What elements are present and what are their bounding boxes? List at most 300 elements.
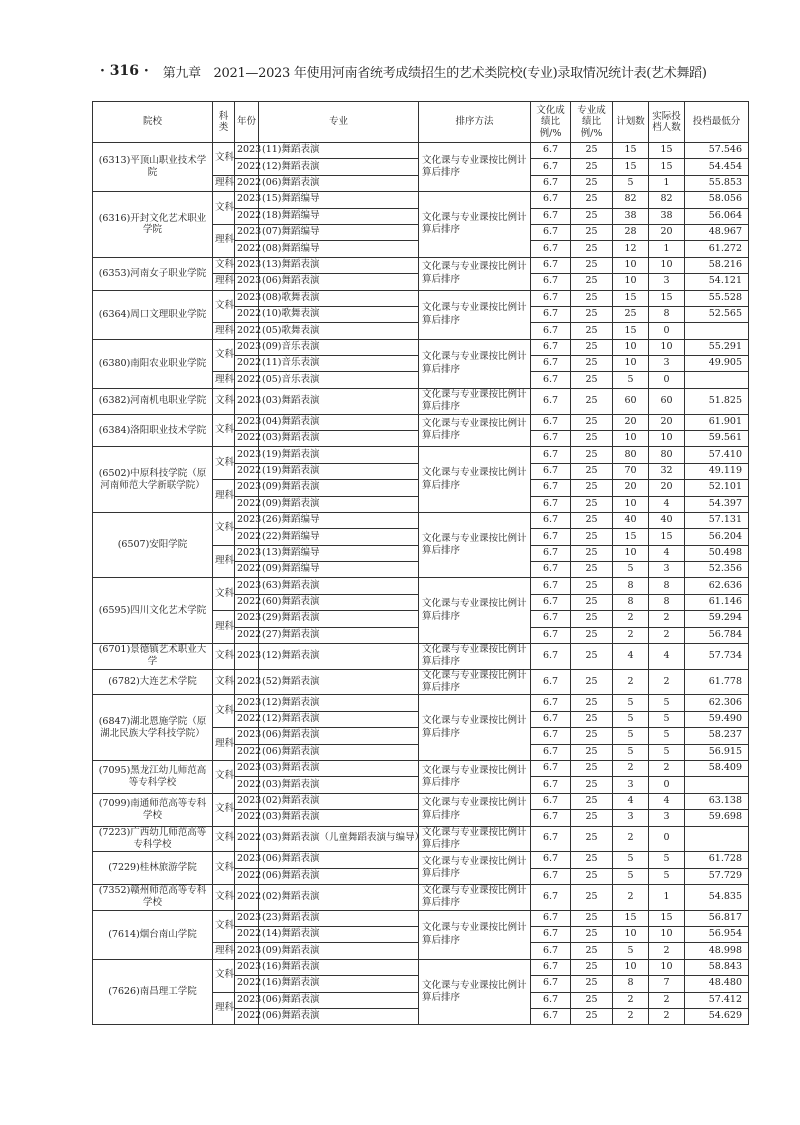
enrolled-cell: 10 (649, 927, 685, 943)
major-cell: (12)舞蹈表演 (259, 711, 419, 727)
enrolled-cell: 38 (649, 208, 685, 224)
culture-ratio-cell: 6.7 (531, 496, 571, 512)
enrolled-cell: 1 (649, 175, 685, 191)
min-score-cell: 57.131 (685, 512, 749, 528)
school-name: (7095)黑龙江幼儿师范高等专科学校 (93, 760, 213, 793)
plan-cell: 2 (613, 611, 649, 627)
major-cell: (13)舞蹈表演 (259, 257, 419, 273)
culture-ratio-cell: 6.7 (531, 241, 571, 257)
method-cell: 文化课与专业课按比例计算后排序 (419, 578, 531, 644)
plan-cell: 20 (613, 480, 649, 496)
plan-cell: 2 (613, 627, 649, 643)
plan-cell: 10 (613, 339, 649, 355)
enrolled-cell: 8 (649, 594, 685, 610)
plan-cell: 5 (613, 852, 649, 868)
pro-ratio-cell: 25 (571, 826, 613, 852)
category-cell: 理科 (213, 224, 235, 257)
min-score-cell: 50.498 (685, 545, 749, 561)
enrolled-cell: 60 (649, 388, 685, 414)
culture-ratio-cell: 6.7 (531, 414, 571, 430)
category-cell: 理科 (213, 323, 235, 339)
plan-cell: 2 (613, 992, 649, 1008)
pro-ratio-cell: 25 (571, 777, 613, 793)
pro-ratio-cell: 25 (571, 388, 613, 414)
culture-ratio-cell: 6.7 (531, 627, 571, 643)
pro-ratio-cell: 25 (571, 760, 613, 776)
pro-ratio-cell: 25 (571, 257, 613, 273)
enrolled-cell: 8 (649, 306, 685, 322)
major-cell: (23)舞蹈表演 (259, 910, 419, 926)
year-cell: 2023 (235, 669, 259, 695)
major-cell: (05)歌舞表演 (259, 323, 419, 339)
pro-ratio-cell: 25 (571, 868, 613, 884)
major-cell: (16)舞蹈表演 (259, 976, 419, 992)
table-row (93, 339, 749, 355)
plan-cell: 40 (613, 512, 649, 528)
year-cell: 2023 (235, 339, 259, 355)
major-cell: (63)舞蹈表演 (259, 578, 419, 594)
category-cell: 文科 (213, 852, 235, 885)
enrolled-cell: 40 (649, 512, 685, 528)
year-cell: 2022 (235, 323, 259, 339)
plan-cell: 80 (613, 447, 649, 463)
table-row (93, 447, 749, 463)
min-score-cell: 62.636 (685, 578, 749, 594)
method-cell: 文化课与专业课按比例计算后排序 (419, 414, 531, 447)
year-cell: 2023 (235, 414, 259, 430)
category-cell: 理科 (213, 545, 235, 578)
enrolled-cell: 4 (649, 644, 685, 670)
year-cell: 2022 (235, 826, 259, 852)
major-cell: (09)舞蹈表演 (259, 496, 419, 512)
plan-cell: 10 (613, 356, 649, 372)
table-header-row (93, 102, 749, 143)
pro-ratio-cell: 25 (571, 611, 613, 627)
culture-ratio-cell: 6.7 (531, 695, 571, 711)
pro-ratio-cell: 25 (571, 669, 613, 695)
major-cell: (12)舞蹈表演 (259, 695, 419, 711)
culture-ratio-cell: 6.7 (531, 594, 571, 610)
category-cell: 文科 (213, 388, 235, 414)
enrolled-cell: 15 (649, 910, 685, 926)
culture-ratio-cell: 6.7 (531, 711, 571, 727)
culture-ratio-cell: 6.7 (531, 480, 571, 496)
min-score-cell: 52.356 (685, 562, 749, 578)
culture-ratio-cell: 6.7 (531, 810, 571, 826)
min-score-cell: 63.138 (685, 793, 749, 809)
enrolled-cell: 3 (649, 562, 685, 578)
category-cell: 文科 (213, 447, 235, 480)
plan-cell: 38 (613, 208, 649, 224)
table-body (93, 143, 749, 1025)
pro-ratio-cell: 25 (571, 323, 613, 339)
table-row (93, 143, 749, 159)
culture-ratio-cell: 6.7 (531, 290, 571, 306)
table-row (93, 695, 749, 711)
culture-ratio-cell: 6.7 (531, 529, 571, 545)
enrolled-cell: 2 (649, 1009, 685, 1025)
year-cell: 2023 (235, 793, 259, 809)
category-cell: 文科 (213, 578, 235, 611)
year-cell: 2023 (235, 760, 259, 776)
school-name: (6384)洛阳职业技术学院 (93, 414, 213, 447)
pro-ratio-cell: 25 (571, 627, 613, 643)
table-row (93, 884, 749, 910)
major-cell: (04)舞蹈表演 (259, 414, 419, 430)
enrolled-cell: 20 (649, 224, 685, 240)
major-cell: (19)舞蹈表演 (259, 447, 419, 463)
category-cell: 理科 (213, 175, 235, 191)
pro-ratio-cell: 25 (571, 447, 613, 463)
method-cell: 文化课与专业课按比例计算后排序 (419, 910, 531, 959)
pro-ratio-cell: 25 (571, 562, 613, 578)
pro-ratio-cell: 25 (571, 414, 613, 430)
min-score-cell: 52.565 (685, 306, 749, 322)
min-score-cell (685, 826, 749, 852)
year-cell: 2022 (235, 562, 259, 578)
enrolled-cell: 1 (649, 884, 685, 910)
category-cell: 文科 (213, 695, 235, 728)
min-score-cell: 49.905 (685, 356, 749, 372)
year-cell: 2023 (235, 910, 259, 926)
category-cell: 理科 (213, 372, 235, 388)
major-cell: (06)舞蹈表演 (259, 728, 419, 744)
table-row (93, 959, 749, 975)
enrolled-cell: 5 (649, 695, 685, 711)
pro-ratio-cell: 25 (571, 744, 613, 760)
culture-ratio-cell: 6.7 (531, 777, 571, 793)
plan-cell: 10 (613, 274, 649, 290)
min-score-cell (685, 372, 749, 388)
school-name: (6353)河南女子职业学院 (93, 257, 213, 290)
table-row (93, 512, 749, 528)
table-row (93, 852, 749, 868)
year-cell: 2022 (235, 927, 259, 943)
method-cell: 文化课与专业课按比例计算后排序 (419, 884, 531, 910)
school-name: (6364)周口文理职业学院 (93, 290, 213, 339)
enrolled-cell: 82 (649, 192, 685, 208)
year-cell: 2022 (235, 744, 259, 760)
enrolled-cell: 80 (649, 447, 685, 463)
table-row (93, 257, 749, 273)
header-school: 院校 (93, 102, 213, 143)
year-cell: 2023 (235, 943, 259, 959)
pro-ratio-cell: 25 (571, 943, 613, 959)
pro-ratio-cell: 25 (571, 356, 613, 372)
admission-table (92, 101, 749, 1025)
pro-ratio-cell: 25 (571, 884, 613, 910)
culture-ratio-cell: 6.7 (531, 224, 571, 240)
culture-ratio-cell: 6.7 (531, 884, 571, 910)
enrolled-cell: 2 (649, 627, 685, 643)
enrolled-cell: 10 (649, 959, 685, 975)
major-cell: (06)舞蹈表演 (259, 744, 419, 760)
plan-cell: 10 (613, 430, 649, 446)
pro-ratio-cell: 25 (571, 208, 613, 224)
method-cell: 文化课与专业课按比例计算后排序 (419, 388, 531, 414)
pro-ratio-cell: 25 (571, 339, 613, 355)
pro-ratio-cell: 25 (571, 578, 613, 594)
plan-cell: 5 (613, 943, 649, 959)
category-cell: 文科 (213, 192, 235, 225)
culture-ratio-cell: 6.7 (531, 257, 571, 273)
category-cell: 文科 (213, 512, 235, 545)
category-cell: 文科 (213, 793, 235, 826)
school-name: (6380)南阳农业职业学院 (93, 339, 213, 388)
major-cell: (27)舞蹈表演 (259, 627, 419, 643)
year-cell: 2023 (235, 852, 259, 868)
plan-cell: 10 (613, 959, 649, 975)
pro-ratio-cell: 25 (571, 992, 613, 1008)
year-cell: 2022 (235, 1009, 259, 1025)
pro-ratio-cell: 25 (571, 910, 613, 926)
min-score-cell: 56.817 (685, 910, 749, 926)
min-score-cell: 61.778 (685, 669, 749, 695)
pro-ratio-cell: 25 (571, 306, 613, 322)
table-row (93, 290, 749, 306)
culture-ratio-cell: 6.7 (531, 760, 571, 776)
category-cell: 文科 (213, 669, 235, 695)
category-cell: 文科 (213, 760, 235, 793)
category-cell: 文科 (213, 884, 235, 910)
table-row (93, 669, 749, 695)
min-score-cell: 59.698 (685, 810, 749, 826)
year-cell: 2022 (235, 159, 259, 175)
min-score-cell: 56.954 (685, 927, 749, 943)
min-score-cell: 62.306 (685, 695, 749, 711)
culture-ratio-cell: 6.7 (531, 356, 571, 372)
min-score-cell: 54.629 (685, 1009, 749, 1025)
method-cell: 文化课与专业课按比例计算后排序 (419, 447, 531, 513)
major-cell: (03)舞蹈表演 (259, 430, 419, 446)
pro-ratio-cell: 25 (571, 372, 613, 388)
year-cell: 2023 (235, 512, 259, 528)
min-score-cell: 57.734 (685, 644, 749, 670)
pro-ratio-cell: 25 (571, 241, 613, 257)
major-cell: (29)舞蹈表演 (259, 611, 419, 627)
method-cell: 文化课与专业课按比例计算后排序 (419, 143, 531, 192)
min-score-cell: 58.237 (685, 728, 749, 744)
pro-ratio-cell: 25 (571, 927, 613, 943)
category-cell: 理科 (213, 992, 235, 1025)
min-score-cell: 48.998 (685, 943, 749, 959)
school-name: (6847)湖北恩施学院（原湖北民族大学科技学院） (93, 695, 213, 761)
major-cell: (52)舞蹈表演 (259, 669, 419, 695)
major-cell: (08)舞蹈编导 (259, 241, 419, 257)
year-cell: 2022 (235, 175, 259, 191)
enrolled-cell: 3 (649, 810, 685, 826)
pro-ratio-cell: 25 (571, 959, 613, 975)
year-cell: 2022 (235, 594, 259, 610)
plan-cell: 4 (613, 793, 649, 809)
major-cell: (06)舞蹈表演 (259, 175, 419, 191)
year-cell: 2022 (235, 777, 259, 793)
category-cell: 文科 (213, 339, 235, 372)
culture-ratio-cell: 6.7 (531, 826, 571, 852)
plan-cell: 70 (613, 463, 649, 479)
plan-cell: 15 (613, 910, 649, 926)
category-cell: 理科 (213, 611, 235, 644)
plan-cell: 4 (613, 644, 649, 670)
page-title: 第九章 2021—2023 年使用河南省统考成绩招生的艺术类院校(专业)录取情况统计表(艺术舞蹈) (162, 65, 707, 81)
plan-cell: 10 (613, 257, 649, 273)
method-cell: 文化课与专业课按比例计算后排序 (419, 695, 531, 761)
method-cell: 文化课与专业课按比例计算后排序 (419, 793, 531, 826)
pro-ratio-cell: 25 (571, 224, 613, 240)
enrolled-cell: 15 (649, 143, 685, 159)
table-row (93, 644, 749, 670)
culture-ratio-cell: 6.7 (531, 1009, 571, 1025)
enrolled-cell: 15 (649, 529, 685, 545)
year-cell: 2023 (235, 695, 259, 711)
pro-ratio-cell: 25 (571, 480, 613, 496)
plan-cell: 25 (613, 306, 649, 322)
school-name: (6507)安阳学院 (93, 512, 213, 578)
pro-ratio-cell: 25 (571, 793, 613, 809)
major-cell: (15)舞蹈编导 (259, 192, 419, 208)
min-score-cell: 52.101 (685, 480, 749, 496)
min-score-cell: 56.064 (685, 208, 749, 224)
min-score-cell (685, 323, 749, 339)
pro-ratio-cell: 25 (571, 159, 613, 175)
min-score-cell: 56.915 (685, 744, 749, 760)
school-name: (7223)广西幼儿师范高等专科学校 (93, 826, 213, 852)
culture-ratio-cell: 6.7 (531, 868, 571, 884)
year-cell: 2023 (235, 992, 259, 1008)
major-cell: (19)舞蹈表演 (259, 463, 419, 479)
table-row (93, 388, 749, 414)
min-score-cell: 55.528 (685, 290, 749, 306)
year-cell: 2022 (235, 627, 259, 643)
major-cell: (16)舞蹈表演 (259, 959, 419, 975)
pro-ratio-cell: 25 (571, 529, 613, 545)
header-category: 科类 (213, 102, 235, 143)
min-score-cell: 57.412 (685, 992, 749, 1008)
school-name: (7626)南昌理工学院 (93, 959, 213, 1025)
culture-ratio-cell: 6.7 (531, 927, 571, 943)
year-cell: 2022 (235, 976, 259, 992)
year-cell: 2023 (235, 480, 259, 496)
year-cell: 2023 (235, 447, 259, 463)
enrolled-cell: 2 (649, 760, 685, 776)
pro-ratio-cell: 25 (571, 711, 613, 727)
culture-ratio-cell: 6.7 (531, 512, 571, 528)
plan-cell: 15 (613, 529, 649, 545)
year-cell: 2022 (235, 306, 259, 322)
major-cell: (03)舞蹈表演 (259, 760, 419, 776)
school-name: (7614)烟台南山学院 (93, 910, 213, 959)
year-cell: 2023 (235, 578, 259, 594)
culture-ratio-cell: 6.7 (531, 959, 571, 975)
culture-ratio-cell: 6.7 (531, 323, 571, 339)
major-cell: (09)舞蹈表演 (259, 480, 419, 496)
enrolled-cell: 2 (649, 992, 685, 1008)
plan-cell: 12 (613, 241, 649, 257)
min-score-cell: 58.409 (685, 760, 749, 776)
culture-ratio-cell: 6.7 (531, 143, 571, 159)
plan-cell: 8 (613, 578, 649, 594)
min-score-cell: 58.843 (685, 959, 749, 975)
pro-ratio-cell: 25 (571, 463, 613, 479)
plan-cell: 10 (613, 545, 649, 561)
year-cell: 2022 (235, 868, 259, 884)
method-cell: 文化课与专业课按比例计算后排序 (419, 192, 531, 258)
category-cell: 理科 (213, 480, 235, 513)
year-cell: 2023 (235, 611, 259, 627)
culture-ratio-cell: 6.7 (531, 463, 571, 479)
page-header (100, 58, 740, 84)
category-cell: 文科 (213, 910, 235, 943)
min-score-cell: 61.272 (685, 241, 749, 257)
category-cell: 理科 (213, 274, 235, 290)
plan-cell: 60 (613, 388, 649, 414)
table-row (93, 760, 749, 776)
pro-ratio-cell: 25 (571, 143, 613, 159)
plan-cell: 15 (613, 143, 649, 159)
enrolled-cell: 5 (649, 852, 685, 868)
plan-cell: 28 (613, 224, 649, 240)
culture-ratio-cell: 6.7 (531, 578, 571, 594)
enrolled-cell: 10 (649, 430, 685, 446)
category-cell: 文科 (213, 826, 235, 852)
school-name: (7099)南通师范高等专科学校 (93, 793, 213, 826)
table-row (93, 793, 749, 809)
pro-ratio-cell: 25 (571, 290, 613, 306)
header-culture-ratio: 文化成绩比例/% (531, 102, 571, 143)
culture-ratio-cell: 6.7 (531, 644, 571, 670)
major-cell: (06)舞蹈表演 (259, 868, 419, 884)
culture-ratio-cell: 6.7 (531, 976, 571, 992)
major-cell: (03)舞蹈表演 (259, 777, 419, 793)
year-cell: 2023 (235, 274, 259, 290)
major-cell: (11)舞蹈表演 (259, 143, 419, 159)
plan-cell: 82 (613, 192, 649, 208)
year-cell: 2023 (235, 644, 259, 670)
method-cell: 文化课与专业课按比例计算后排序 (419, 644, 531, 670)
plan-cell: 3 (613, 777, 649, 793)
enrolled-cell: 0 (649, 826, 685, 852)
pro-ratio-cell: 25 (571, 430, 613, 446)
header-year: 年份 (235, 102, 259, 143)
major-cell: (60)舞蹈表演 (259, 594, 419, 610)
plan-cell: 2 (613, 826, 649, 852)
enrolled-cell: 5 (649, 711, 685, 727)
category-cell: 文科 (213, 290, 235, 323)
min-score-cell (685, 777, 749, 793)
pro-ratio-cell: 25 (571, 192, 613, 208)
culture-ratio-cell: 6.7 (531, 852, 571, 868)
plan-cell: 8 (613, 594, 649, 610)
major-cell: (09)舞蹈表演 (259, 943, 419, 959)
header-method: 排序方法 (419, 102, 531, 143)
culture-ratio-cell: 6.7 (531, 669, 571, 695)
pro-ratio-cell: 25 (571, 496, 613, 512)
pro-ratio-cell: 25 (571, 728, 613, 744)
method-cell: 文化课与专业课按比例计算后排序 (419, 257, 531, 290)
header-enrolled: 实际投档人数 (649, 102, 685, 143)
school-name: (6502)中原科技学院（原河南师范大学新联学院） (93, 447, 213, 513)
enrolled-cell: 2 (649, 669, 685, 695)
method-cell: 文化课与专业课按比例计算后排序 (419, 669, 531, 695)
year-cell: 2022 (235, 496, 259, 512)
year-cell: 2023 (235, 388, 259, 414)
min-score-cell: 58.056 (685, 192, 749, 208)
category-cell: 文科 (213, 414, 235, 447)
enrolled-cell: 5 (649, 744, 685, 760)
culture-ratio-cell: 6.7 (531, 306, 571, 322)
pro-ratio-cell: 25 (571, 274, 613, 290)
school-name: (6313)平顶山职业技术学院 (93, 143, 213, 192)
